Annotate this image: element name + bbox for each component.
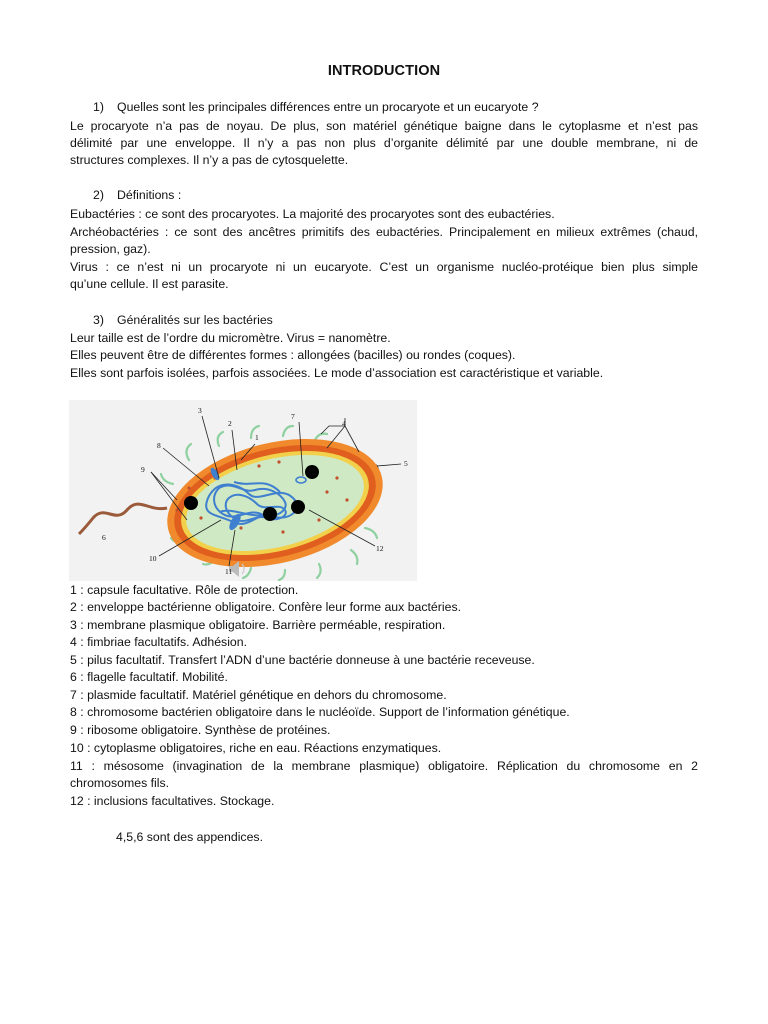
section-2-heading bbox=[93, 187, 721, 205]
section-2-line: pression, gaz). bbox=[70, 242, 151, 256]
bacterium-diagram bbox=[69, 400, 417, 581]
legend-item: 8 : chromosome bactérien obligatoire dans le nucléoïde. Support de l’information génétique. bbox=[70, 705, 570, 719]
legend-item: 2 : enveloppe bactérienne obligatoire. Confère leur forme aux bactéries. bbox=[70, 600, 462, 614]
legend-item: 9 : ribosome obligatoire. Synthèse de protéines. bbox=[70, 723, 331, 737]
section-2-line: Virus : ce n’est ni un procaryote ni un eucaryote. C’est un organisme nucléo-protéique bien plus simple bbox=[70, 260, 698, 274]
section-1-line: Le procaryote n’a pas de noyau. De plus, son matériel génétique baigne dans le cytoplasme et n’est pas bbox=[70, 119, 698, 133]
section-1-heading-text: Quelles sont les principales différences entre un procaryote et un eucaryote ? bbox=[117, 100, 539, 114]
page-title: INTRODUCTION bbox=[327, 63, 441, 79]
diagram-label: 5 bbox=[404, 459, 408, 468]
legend-item: 6 : flagelle facultatif. Mobilité. bbox=[70, 670, 228, 684]
section-3-number: 3) bbox=[93, 313, 104, 327]
section-2-heading-text: Définitions : bbox=[117, 188, 182, 202]
diagram-label: 6 bbox=[102, 533, 106, 542]
diagram-label: 7 bbox=[291, 412, 295, 421]
diagram-label: 1 bbox=[255, 433, 259, 442]
section-1-line: délimité par une enveloppe. Il n’y a pas non plus d’organite délimité par une double membrane, ni de bbox=[70, 136, 698, 150]
legend-item: chromosomes fils. bbox=[70, 776, 170, 790]
diagram-label: 4 bbox=[342, 419, 346, 428]
section-3-heading bbox=[93, 312, 721, 330]
legend-item: 1 : capsule facultative. Rôle de protection. bbox=[70, 583, 299, 597]
appendices-note: 4,5,6 sont des appendices. bbox=[116, 830, 263, 844]
legend-item: 3 : membrane plasmique obligatoire. Barrière perméable, respiration. bbox=[70, 618, 446, 632]
section-1-number: 1) bbox=[93, 100, 104, 114]
legend-item: 11 : mésosome (invagination de la membrane plasmique) obligatoire. Réplication du chromosome en 2 bbox=[70, 759, 698, 773]
diagram-label: 2 bbox=[228, 419, 232, 428]
legend-item: 5 : pilus facultatif. Transfert l’ADN d’une bactérie donneuse à une bactérie receveuse. bbox=[70, 653, 535, 667]
diagram-label: 11 bbox=[225, 567, 233, 576]
diagram-label: 3 bbox=[198, 406, 202, 415]
diagram-label: 12 bbox=[376, 544, 384, 553]
diagram-label: 10 bbox=[149, 554, 157, 563]
section-2-line: qu’une cellule. Il est parasite. bbox=[70, 277, 229, 291]
section-2-line: Archéobactéries : ce sont des ancêtres primitifs des eubactéries. Principalement en milieux extrêmes (chaud, bbox=[70, 225, 698, 239]
section-1-line: structures complexes. Il n’y a pas de cytosquelette. bbox=[70, 153, 349, 167]
section-3-line: Elles peuvent être de différentes formes : allongées (bacilles) ou rondes (coques). bbox=[70, 348, 516, 362]
section-2-line: Eubactéries : ce sont des procaryotes. La majorité des procaryotes sont des eubactéries. bbox=[70, 207, 555, 221]
section-2-number: 2) bbox=[93, 188, 104, 202]
diagram-label: 8 bbox=[157, 441, 161, 450]
diagram-label: 9 bbox=[141, 465, 145, 474]
legend-item: 10 : cytoplasme obligatoires, riche en eau. Réactions enzymatiques. bbox=[70, 741, 442, 755]
section-3-line: Leur taille est de l’ordre du micromètre. Virus = nanomètre. bbox=[70, 331, 391, 345]
legend-item: 12 : inclusions facultatives. Stockage. bbox=[70, 794, 275, 808]
legend-item: 7 : plasmide facultatif. Matériel génétique en dehors du chromosome. bbox=[70, 688, 447, 702]
section-1-heading bbox=[93, 99, 721, 117]
legend-item: 4 : fimbriae facultatifs. Adhésion. bbox=[70, 635, 248, 649]
section-3-heading-text: Généralités sur les bactéries bbox=[117, 313, 273, 327]
section-3-line: Elles sont parfois isolées, parfois associées. Le mode d’association est caractéristique et variable. bbox=[70, 366, 604, 380]
